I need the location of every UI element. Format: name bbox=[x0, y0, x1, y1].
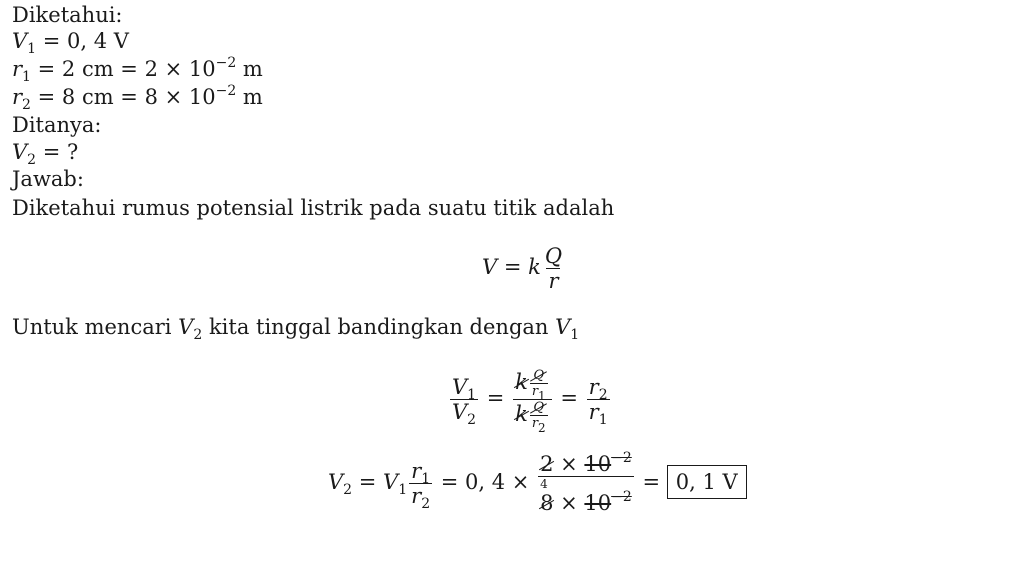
formula-denominator: r bbox=[548, 269, 559, 293]
solution-equals-2: = 0, 4 × bbox=[434, 470, 537, 494]
r2-value: = 8 cm = 8 × 10 bbox=[30, 85, 216, 109]
r1-symbol: r bbox=[12, 57, 23, 81]
solution-v2: V bbox=[328, 470, 344, 494]
answer-intro: Diketahui rumus potensial listrik pada suatu titik adalah bbox=[12, 196, 615, 220]
ratio-v1-sub: 1 bbox=[467, 387, 477, 403]
ratio-k-bottom-cancelled: k bbox=[515, 402, 528, 426]
ratio-k-top-cancelled: k bbox=[515, 370, 528, 394]
compare-mid: kita tinggal bandingkan dengan bbox=[202, 315, 556, 339]
r2-unit: m bbox=[236, 85, 263, 109]
answer-heading: Jawab: bbox=[12, 167, 84, 191]
v2-subscript: 2 bbox=[27, 152, 37, 168]
solution-result-box: 0, 1 V bbox=[667, 465, 747, 499]
solution-r2: r bbox=[411, 484, 422, 508]
ratio-v2: V bbox=[452, 400, 468, 424]
ratio-equation bbox=[448, 368, 612, 435]
solution-exp-top-cancelled: −2 bbox=[611, 450, 632, 466]
solution-v2-sub: 2 bbox=[343, 482, 353, 498]
compare-v1: V bbox=[555, 315, 571, 339]
ratio-r1-sub: 1 bbox=[538, 389, 546, 403]
solution-v1: V bbox=[383, 470, 399, 494]
solution-r1-sub: 1 bbox=[421, 471, 431, 487]
given-r1 bbox=[12, 55, 263, 85]
v2-question: = ? bbox=[36, 140, 79, 164]
v1-symbol: V bbox=[12, 29, 28, 53]
solution-r-fraction bbox=[409, 459, 432, 512]
v1-subscript: 1 bbox=[27, 41, 37, 57]
formula-numerator: Q bbox=[544, 244, 563, 268]
ratio-r2: r bbox=[531, 416, 539, 431]
formula-equals: = bbox=[497, 255, 529, 279]
asked-v2 bbox=[12, 139, 79, 168]
ratio-r1: r bbox=[531, 384, 539, 399]
v1-value: = 0, 4 V bbox=[36, 29, 129, 53]
solution-ten-bottom-cancelled: 10 bbox=[584, 491, 612, 515]
ratio-top-qr bbox=[530, 368, 548, 403]
ratio-r-den-sub: 1 bbox=[598, 412, 608, 428]
r2-symbol: r bbox=[12, 85, 23, 109]
solution-v1-sub: 1 bbox=[398, 482, 408, 498]
ratio-r2-sub: 2 bbox=[538, 421, 546, 435]
solution-exp-bottom-cancelled: −2 bbox=[611, 489, 632, 505]
r2-subscript: 2 bbox=[22, 97, 31, 113]
ratio-q-bottom-cancelled: Q bbox=[533, 400, 545, 415]
ratio-r-num-sub: 2 bbox=[598, 387, 608, 403]
solution-num-2-cancelled: 2 bbox=[540, 452, 554, 476]
r1-subscript: 1 bbox=[22, 69, 31, 85]
formula-k: k bbox=[528, 255, 541, 279]
asked-heading: Ditanya: bbox=[12, 113, 102, 137]
given-heading: Diketahui: bbox=[12, 3, 123, 27]
ratio-bottom-qr bbox=[530, 400, 548, 435]
ratio-v2-sub: 2 bbox=[467, 412, 477, 428]
given-v1 bbox=[12, 28, 129, 57]
ratio-kq-fraction bbox=[513, 368, 552, 435]
solution-den-8-cancelled: 8 bbox=[540, 491, 554, 515]
r1-unit: m bbox=[236, 57, 263, 81]
compare-pre: Untuk mencari bbox=[12, 315, 179, 339]
v2-symbol: V bbox=[12, 140, 28, 164]
formula-fraction bbox=[543, 244, 564, 293]
compare-v2: V bbox=[178, 315, 194, 339]
solution-r2-sub: 2 bbox=[421, 496, 431, 512]
ratio-r-den: r bbox=[588, 400, 599, 424]
ratio-v-fraction bbox=[450, 375, 478, 428]
given-r2 bbox=[12, 83, 263, 113]
potential-formula bbox=[482, 244, 566, 293]
compare-text bbox=[12, 314, 580, 343]
r1-exponent: −2 bbox=[215, 55, 237, 71]
ratio-equals-1: = bbox=[486, 386, 505, 410]
compare-v1-sub: 1 bbox=[570, 327, 580, 343]
solution-equals-1: = bbox=[352, 470, 384, 494]
ratio-equals-2: = bbox=[560, 386, 578, 410]
solution-ten-top-cancelled: 10 bbox=[584, 452, 612, 476]
ratio-v1: V bbox=[452, 375, 468, 399]
solution-cancel-result: 4 bbox=[540, 477, 548, 491]
solution-numeric-fraction bbox=[538, 452, 634, 515]
ratio-r-num: r bbox=[588, 375, 599, 399]
r1-value: = 2 cm = 2 × 10 bbox=[30, 57, 216, 81]
solution-equals-3: = bbox=[635, 470, 667, 494]
solution-r1: r bbox=[411, 459, 422, 483]
ratio-q-top-cancelled: Q bbox=[533, 368, 545, 383]
solution-equation bbox=[328, 452, 747, 515]
r2-exponent: −2 bbox=[215, 83, 237, 99]
ratio-r-fraction bbox=[587, 375, 610, 428]
solution-times-top: × bbox=[553, 452, 585, 476]
formula-lhs: V bbox=[482, 255, 498, 279]
compare-v2-sub: 2 bbox=[193, 327, 203, 343]
solution-times-bottom: × bbox=[553, 491, 585, 515]
